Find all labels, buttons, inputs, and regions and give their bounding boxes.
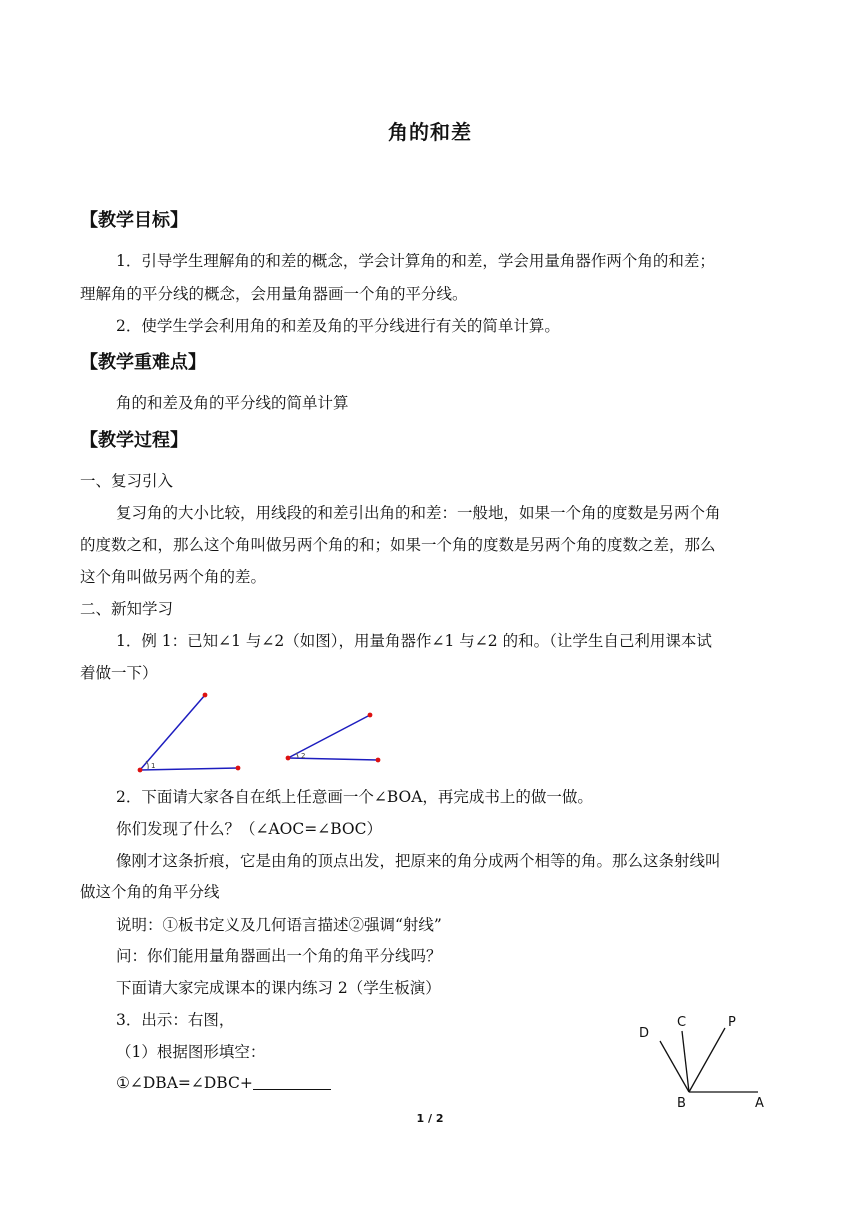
section-1-line-3: 这个角叫做另两个角的差。 bbox=[80, 568, 267, 586]
angle-1-end-point bbox=[236, 766, 241, 771]
angle-1-end-point bbox=[203, 693, 208, 698]
goal-item-1-line-2: 理解角的平分线的概念，会用量角器画一个角的平分线。 bbox=[80, 285, 468, 303]
point-label-a: A bbox=[755, 1096, 764, 1111]
point-label-p: P bbox=[728, 1015, 736, 1030]
page-title: 角的和差 bbox=[388, 120, 472, 144]
item-2-line-4: 做这个角的角平分线 bbox=[80, 883, 220, 901]
item-3-fill-blank bbox=[116, 1073, 331, 1093]
angle-1-label: 1 bbox=[151, 762, 156, 770]
angle-1-figure bbox=[130, 688, 250, 778]
goal-item-1-line-1: 1．引导学生理解角的和差的概念，学会计算角的和差，学会用量角器作两个角的和差； bbox=[116, 252, 715, 270]
angle-2-end-point bbox=[368, 713, 373, 718]
item-2-line-3: 像刚才这条折痕，它是由角的顶点出发，把原来的角分成两个相等的角。那么这条射线叫 bbox=[116, 852, 721, 870]
item-2-line-2: 你们发现了什么？（∠AOC=∠BOC） bbox=[116, 820, 382, 838]
heading-key-points: 【教学重难点】 bbox=[80, 352, 206, 373]
section-1-title: 一、复习引入 bbox=[80, 472, 174, 490]
item-3-line-2: （1）根据图形填空： bbox=[116, 1043, 266, 1061]
page-number: 1 / 2 bbox=[416, 1112, 444, 1125]
angle-1-ray-upper bbox=[140, 695, 205, 770]
section-1-line-2: 的度数之和，那么这个角叫做另两个角的和；如果一个角的度数是另两个角的度数之差，那么 bbox=[80, 536, 716, 554]
item-3-line-1: 3．出示：右图， bbox=[116, 1011, 235, 1029]
angle-2-end-point bbox=[376, 758, 381, 763]
example-line-1: 1．例 1：已知∠1 与∠2（如图），用量角器作∠1 与∠2 的和。（让学生自己利用课本试 bbox=[116, 632, 712, 650]
angle-diagram bbox=[630, 1010, 780, 1110]
heading-process: 【教学过程】 bbox=[80, 430, 188, 451]
answer-blank[interactable] bbox=[253, 1075, 331, 1090]
angle-2-vertex-point bbox=[286, 756, 291, 761]
ray-bp bbox=[689, 1028, 725, 1092]
item-2-line-5: 说明：①板书定义及几何语言描述②强调“射线” bbox=[116, 916, 442, 934]
section-1-line-1: 复习角的大小比较，用线段的和差引出角的和差：一般地，如果一个角的度数是另两个角 bbox=[116, 504, 721, 522]
point-label-b: B bbox=[677, 1096, 686, 1111]
point-label-d: D bbox=[639, 1026, 650, 1041]
key-points-text: 角的和差及角的平分线的简单计算 bbox=[116, 394, 349, 412]
example-line-2: 着做一下） bbox=[80, 664, 158, 682]
item-2-line-1: 2．下面请大家各自在纸上任意画一个∠BOA，再完成书上的做一做。 bbox=[116, 788, 593, 806]
angle-2-label: 2 bbox=[301, 752, 306, 760]
goal-item-2: 2．使学生学会利用角的和差及角的平分线进行有关的简单计算。 bbox=[116, 317, 560, 335]
heading-goals: 【教学目标】 bbox=[80, 210, 188, 231]
section-2-title: 二、新知学习 bbox=[80, 600, 174, 618]
point-label-c: C bbox=[677, 1015, 687, 1030]
angle-2-figure bbox=[280, 706, 390, 766]
item-3-equation: ①∠DBA=∠DBC+ bbox=[116, 1074, 253, 1092]
item-2-line-7: 下面请大家完成课本的课内练习 2（学生板演） bbox=[116, 979, 441, 997]
angle-1-vertex-point bbox=[138, 768, 143, 773]
item-2-line-6: 问：你们能用量角器画出一个角的角平分线吗？ bbox=[116, 947, 442, 965]
